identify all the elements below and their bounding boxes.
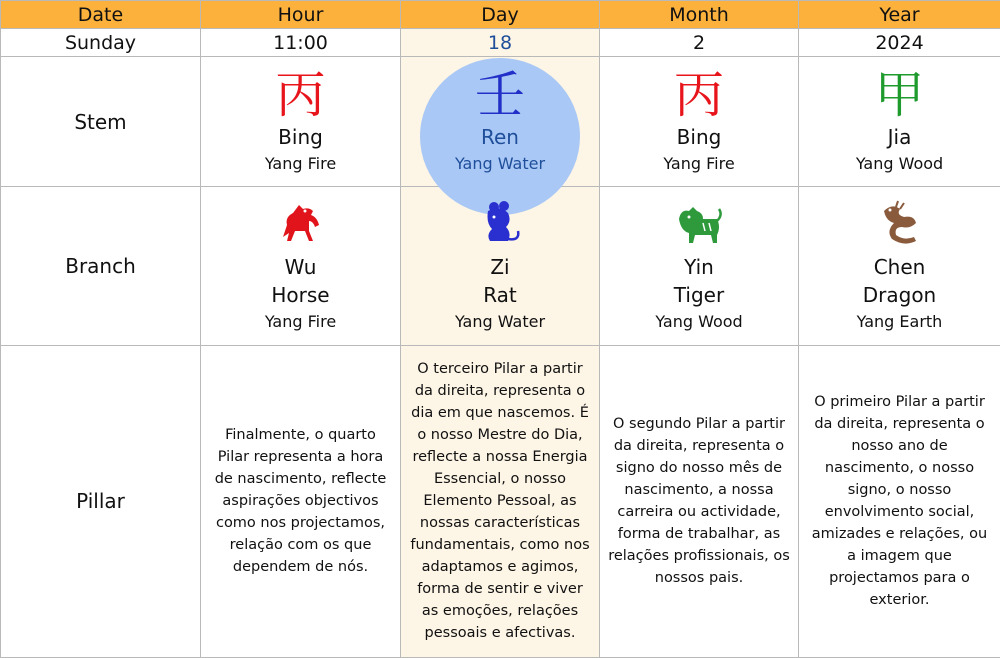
dragon-icon: [874, 197, 926, 249]
stem-cell-day: [401, 57, 600, 187]
stem-row-label: Stem: [1, 57, 201, 187]
value-month: 2: [600, 29, 799, 57]
branch-name-month: Yin: [684, 254, 714, 279]
stem-glyph-day: 壬: [475, 65, 525, 124]
stem-cell-hour: [201, 57, 401, 187]
stem-glyph-hour: 丙: [275, 65, 326, 124]
pillar-text-year: O primeiro Pilar a partir da direita, representa o nosso ano de nascimento, o nosso signo, o nosso envolvimento social, amizades e relações, ou a imagem que projectamos para o exterior.: [811, 394, 988, 609]
branch-animal-month: Tiger: [673, 282, 725, 307]
value-date: Sunday: [1, 29, 201, 57]
branch-name-day: Zi: [490, 254, 510, 279]
branch-name-year: Chen: [873, 254, 926, 279]
branch-animal-year: Dragon: [862, 282, 937, 307]
pillar-text-day: O terceiro Pilar a partir da direita, representa o dia em que nascemos. É o nosso Mestre do Dia, reflecte a nossa Energia Essencial, o nosso Elemento Pessoal, as nossas características fundamentais, como nos adaptamos e agimos, forma de sentir e viver as emoções, relações pessoais e afectivas.: [410, 361, 590, 642]
stem-element-hour: Yang Fire: [264, 153, 337, 173]
branch-animal-day: Rat: [483, 282, 517, 307]
branch-name-hour: Wu: [284, 254, 317, 279]
horse-icon: [275, 197, 327, 249]
pillar-cell-month: [600, 345, 799, 657]
header-year: Year: [799, 1, 1000, 29]
branch-element-hour: Yang Fire: [264, 311, 337, 331]
header-month: Month: [600, 1, 799, 29]
value-day-text: 18: [487, 31, 513, 54]
pillar-text-hour: Finalmente, o quarto Pilar representa a hora de nascimento, reflecte aspirações objectivos como nos projectamos, relação com os que dependem de nós.: [214, 427, 387, 576]
pillar-cell-year: [799, 345, 1000, 657]
value-day: [401, 29, 600, 57]
branch-element-year: Yang Earth: [856, 311, 943, 331]
branch-cell-year: [799, 186, 1000, 345]
stem-cell-month: [600, 57, 799, 187]
branch-animal-hour: Horse: [271, 282, 330, 307]
stem-element-year: Yang Wood: [855, 153, 944, 173]
branch-cell-month: [600, 186, 799, 345]
header-hour: Hour: [201, 1, 401, 29]
pillar-row: [1, 345, 1000, 657]
stem-cell-year: [799, 57, 1000, 187]
stem-name-hour: Bing: [278, 124, 323, 149]
stem-row: [1, 57, 1000, 187]
header-row: [1, 1, 1000, 29]
value-year: 2024: [799, 29, 1000, 57]
branch-element-month: Yang Wood: [655, 311, 743, 331]
branch-row-label: Branch: [1, 186, 201, 345]
value-hour: 11:00: [201, 29, 401, 57]
pillar-row-label: Pillar: [1, 345, 201, 657]
pillar-text-month: O segundo Pilar a partir da direita, representa o signo do nosso mês de nascimento, a nossa carreira ou actividade, forma de trabalhar, as relações profissionais, os nossos pais.: [608, 416, 790, 587]
stem-name-month: Bing: [676, 124, 722, 149]
pillar-cell-hour: [201, 345, 401, 657]
stem-element-month: Yang Fire: [663, 153, 735, 173]
stem-name-year: Jia: [887, 124, 912, 149]
header-day: Day: [401, 1, 600, 29]
pillar-cell-day: [401, 345, 600, 657]
stem-glyph-year: 甲: [874, 65, 925, 124]
branch-element-day: Yang Water: [454, 311, 546, 331]
stem-element-day: Yang Water: [454, 153, 546, 173]
stem-glyph-month: 丙: [674, 65, 724, 124]
branch-cell-day: [401, 186, 600, 345]
values-row: [1, 29, 1000, 57]
rat-icon: [474, 197, 526, 249]
tiger-icon: [673, 197, 725, 249]
stem-name-day: Ren: [481, 124, 519, 149]
branch-cell-hour: [201, 186, 401, 345]
header-date: Date: [1, 1, 201, 29]
branch-row: [1, 186, 1000, 345]
